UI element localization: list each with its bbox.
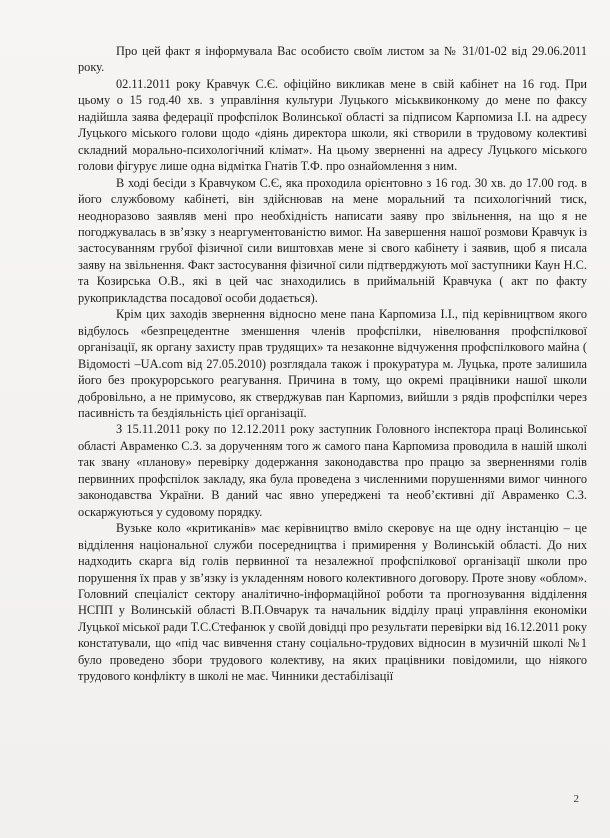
document-body xyxy=(78,43,587,685)
paragraph-conversation: В ході бесіди з Кравчуком С.Є, яка проходила орієнтовно з 16 год. 30 хв. до 17.00 год. в його службовому кабінеті, він здійснював на мене моральний та психологічний тиск, неодноразово заявляв мені про необхідність написати заяву про звільнення, на що я не погоджувалась в зв’язку з неаргументованістю вимог. На завершення нашої розмови Кравчук із застосуванням грубої фізичної сили виштовхав мене зі свого кабінету і заявив, щоб я писала заяву на звільнення. Факт застосування фізичної сили підтверджують мої заступники Каун Н.С. та Козирська О.В., які в цей час знаходились в приймальній Кравчука ( акт по факту рукоприкладства посадової особи додається). xyxy=(78,175,587,305)
paragraph-mediation-service: Вузьке коло «критиканів» має керівництво вміло скеровує на ще одну інстанцію – це відділення національної служби посередництва і примирення у Волинській області. До них надходить скарга від голів первинної та незалежної профспілкової організації школи про порушення їх прав у зв’язку із укладенням нового колективного договору. Проте знову «облом». Головний спеціаліст сектору аналітично-інформаційної роботи та прогнозування відділення НСПП у Волинській області В.П.Овчарук та начальник відділу праці управління економіки Луцької міської ради Т.С.Стефанюк у своїй довідці про результати перевірки від 16.12.2011 року констатували, що «під час вивчення стану соціально-трудових відносин в музичній школі №1 було проведено збори трудового колективу, на яких працівники повідомили, що ніякого трудового конфлікту в школі не має. Чинники дестабілізації xyxy=(78,521,587,684)
paragraph-personal-letter: Про цей факт я інформувала Вас особисто своїм листом за № 31/01-02 від 29.06.2011 року. xyxy=(78,44,587,75)
page-number: 2 xyxy=(573,793,579,805)
paragraph-summons: 02.11.2011 року Кравчук С.Є. офіційно викликав мене в свій кабінет на 16 год. При цьому о 15 год.40 хв. з управління культури Луцького міськвиконкому до мене по факсу надійшла заява федерації профспілок Волинської області за підписом Карпомиза І.І. на адресу Луцького міського голови щодо «діянь директора школи, які створили в трудовому колективі складний морально-психологічний клімат». На цьому зверненні на адресу Луцького міського голови фігурує лише одна відмітка Гнатів Т.Ф. про ознайомлення з ним. xyxy=(78,76,587,174)
paragraph-labor-inspection: З 15.11.2011 року по 12.12.2011 року заступник Головного інспектора праці Волинської області Авраменко С.З. за дорученням того ж самого пана Карпомиза проводила в нашій школі так звану «планову» перевірку додержання законодавства про працю за зверненнями голів первинних профспілок закладу, яка була проведена з численними порушеннями вимог чинного законодавства України. В даний час явно упереджені та необ’єктивні дії Авраменко С.З. оскаржуються у судовому порядку. xyxy=(78,422,587,519)
paragraph-trade-union: Крім цих заходів звернення відносно мене пана Карпомиза І.І., під керівництвом якого відбулось «безпрецедентне зменшення членів профспілки, нівелювання профспілкової організації, як органу захисту прав трудящих» та незаконне відчуження профспілкового майна ( Відомості –UA.com від 27.05.2010) розглядала також і прокуратура м. Луцька, проте залишила його без прокурорського реагування. Причина в тому, що окремі працівники нашої школи добровільно, а не примусово, як стверджував пан Карпомиз, вийшли з рядів профспілки через пасивність та бездіяльність цієї організації. xyxy=(78,307,587,420)
